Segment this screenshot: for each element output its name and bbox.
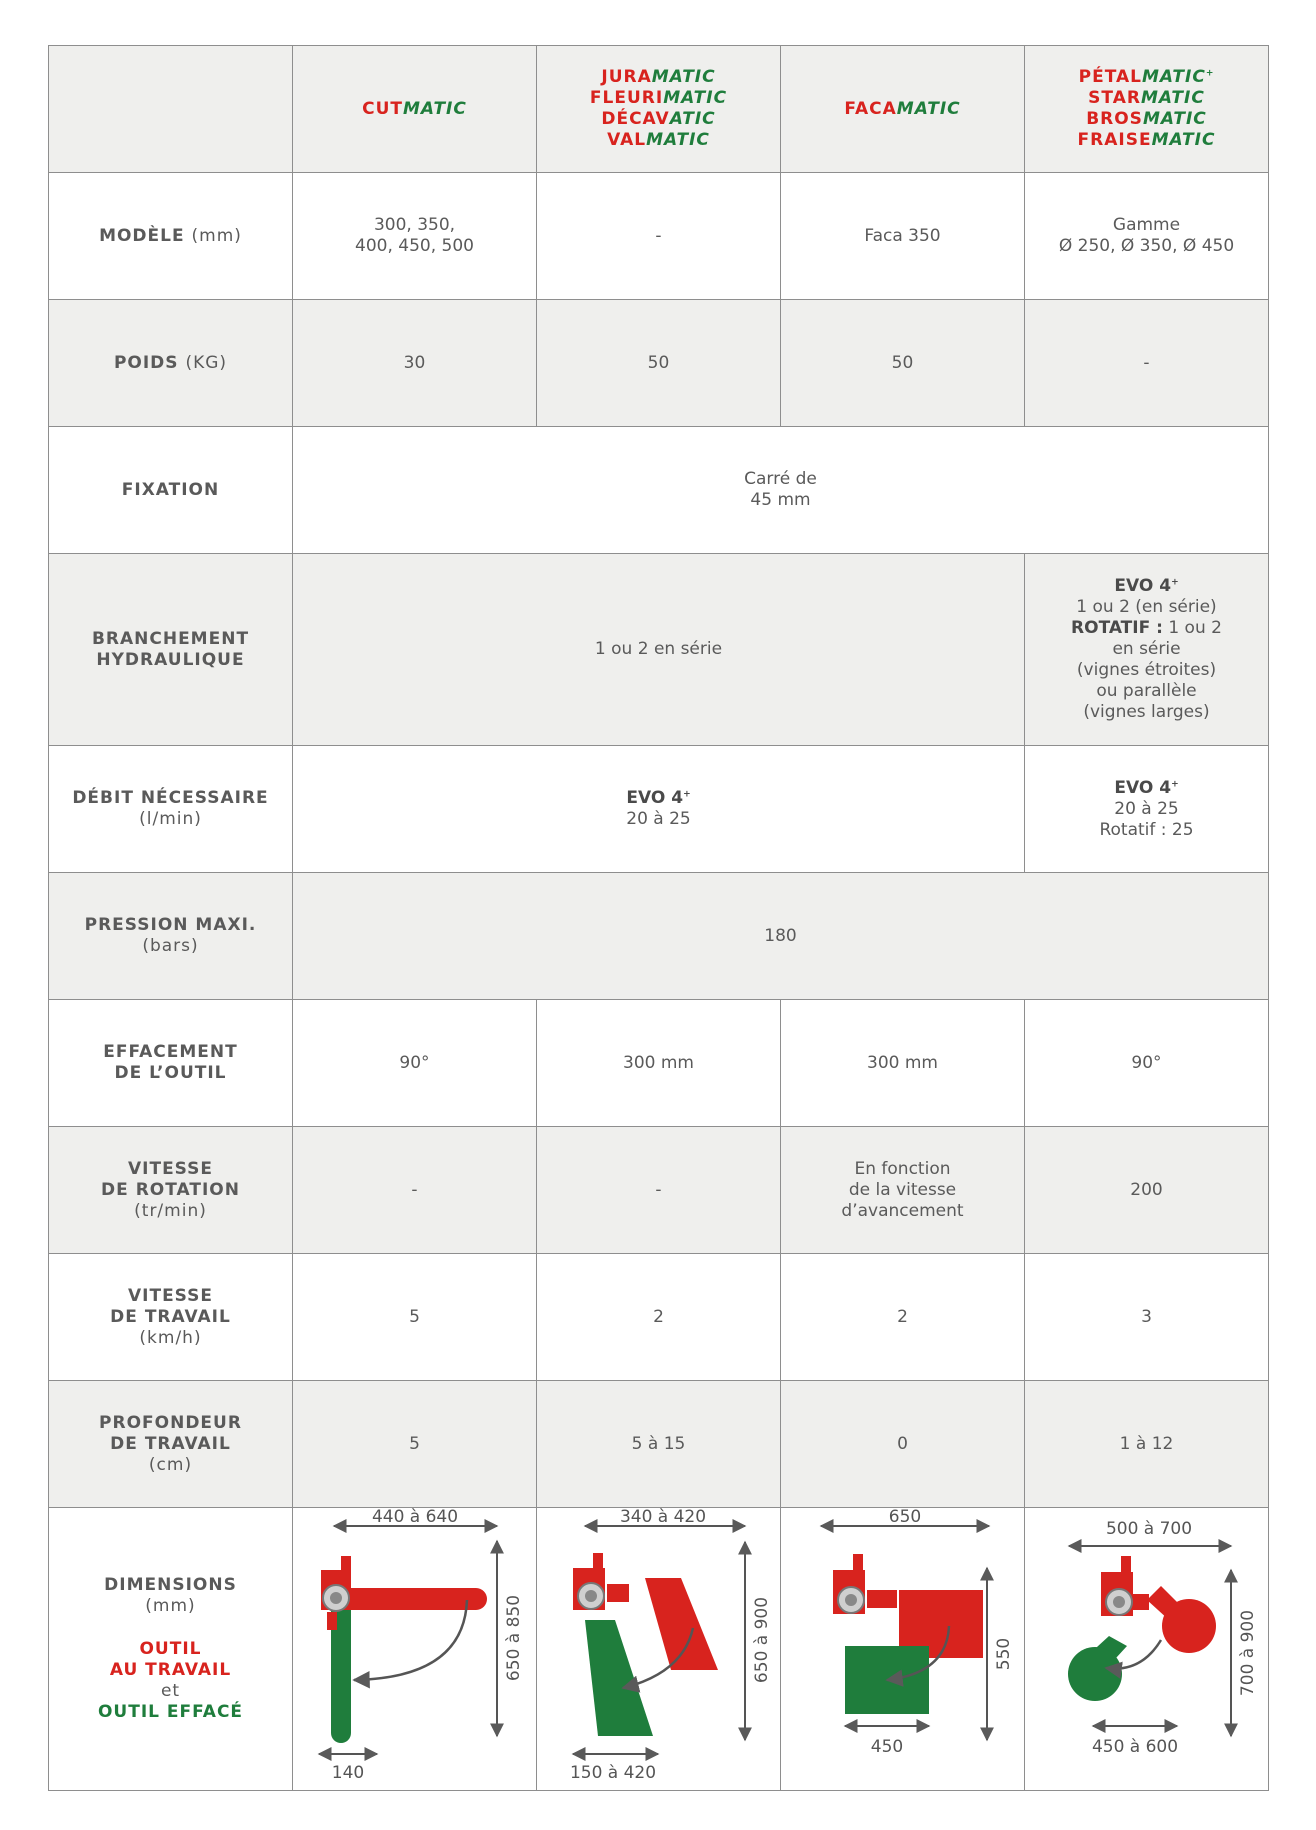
petalmatic-diagram xyxy=(1031,1508,1275,1790)
cell-fixation: Carré de 45 mm xyxy=(293,427,1269,554)
label-debit: DÉBIT NÉCESSAIRE (l/min) xyxy=(49,746,293,873)
machine-head-icon xyxy=(1101,1556,1149,1616)
label-profondeur: PROFONDEUR DE TRAVAIL (cm) xyxy=(49,1381,293,1508)
header-facamatic: FACAMATIC xyxy=(781,46,1025,173)
rotation-arrow xyxy=(354,1600,467,1680)
d4-bottom-label: 450 à 600 xyxy=(1091,1737,1179,1757)
row-effacement xyxy=(49,1000,1269,1127)
cell-modele-2: - xyxy=(537,173,781,300)
cell-profondeur-3: 0 xyxy=(781,1381,1025,1508)
cell-modele-4: Gamme Ø 250, Ø 350, Ø 450 xyxy=(1025,173,1269,300)
label-pression: PRESSION MAXI. (bars) xyxy=(49,873,293,1000)
header-juramatic-group: JURAMATIC FLEURIMATIC DÉCAVATIC VALMATIC xyxy=(537,46,781,173)
working-tool-shape xyxy=(337,1588,487,1610)
dimension-diagram-cutmatic xyxy=(293,1508,537,1791)
row-dimensions xyxy=(49,1508,1269,1791)
facamatic-diagram xyxy=(787,1508,1031,1790)
label-fixation: FIXATION xyxy=(49,427,293,554)
label-vitesse-travail: VITESSE DE TRAVAIL (km/h) xyxy=(49,1254,293,1381)
cell-vitesse-travail-3: 2 xyxy=(781,1254,1025,1381)
cell-effacement-1: 90° xyxy=(293,1000,537,1127)
row-vitesse-rotation xyxy=(49,1127,1269,1254)
cell-poids-4: - xyxy=(1025,300,1269,427)
effaced-tool-shape xyxy=(1068,1647,1122,1701)
cell-poids-3: 50 xyxy=(781,300,1025,427)
label-branchement: BRANCHEMENT HYDRAULIQUE xyxy=(49,554,293,746)
header-petalmatic-group: PÉTALMATIC+ STARMATIC BROSMATIC FRAISEMATIC xyxy=(1025,46,1269,173)
cell-vitesse-travail-1: 5 xyxy=(293,1254,537,1381)
cell-pression: 180 xyxy=(293,873,1269,1000)
d2-top-label: 340 à 420 xyxy=(619,1508,707,1527)
row-modele xyxy=(49,173,1269,300)
cell-vitesse-rotation-3: En fonction de la vitesse d’avancement xyxy=(781,1127,1025,1254)
cell-profondeur-1: 5 xyxy=(293,1381,537,1508)
dimension-diagram-facamatic xyxy=(781,1508,1025,1791)
d3-bottom-label: 450 xyxy=(870,1737,904,1757)
cell-debit-main: EVO 4+ 20 à 25 xyxy=(293,746,1025,873)
cell-poids-2: 50 xyxy=(537,300,781,427)
row-branchement xyxy=(49,554,1269,746)
row-vitesse-travail xyxy=(49,1254,1269,1381)
cell-branchement-main: 1 ou 2 en série xyxy=(293,554,1025,746)
header-row xyxy=(49,46,1269,173)
cell-vitesse-travail-4: 3 xyxy=(1025,1254,1269,1381)
label-vitesse-rotation: VITESSE DE ROTATION (tr/min) xyxy=(49,1127,293,1254)
cell-vitesse-rotation-2: - xyxy=(537,1127,781,1254)
label-modele: MODÈLE (mm) xyxy=(49,173,293,300)
effaced-tool-shape xyxy=(585,1620,653,1736)
d1-side-label: 650 à 850 xyxy=(504,1594,524,1682)
cell-vitesse-rotation-1: - xyxy=(293,1127,537,1254)
d1-top-label: 440 à 640 xyxy=(371,1508,459,1527)
d3-top-label: 650 xyxy=(888,1508,922,1527)
d3-side-label: 550 xyxy=(994,1637,1014,1671)
working-tool-shape xyxy=(645,1578,718,1670)
d2-bottom-label: 150 à 420 xyxy=(569,1763,657,1783)
d4-top-label: 500 à 700 xyxy=(1105,1519,1193,1539)
label-poids: POIDS (KG) xyxy=(49,300,293,427)
row-debit xyxy=(49,746,1269,873)
machine-head-icon xyxy=(833,1554,897,1614)
cell-profondeur-2: 5 à 15 xyxy=(537,1381,781,1508)
cell-debit-right: EVO 4+ 20 à 25 Rotatif : 25 xyxy=(1025,746,1269,873)
juramatic-diagram xyxy=(543,1508,787,1790)
row-poids xyxy=(49,300,1269,427)
cell-modele-1: 300, 350, 400, 450, 500 xyxy=(293,173,537,300)
row-fixation xyxy=(49,427,1269,554)
dimension-diagram-juramatic xyxy=(537,1508,781,1791)
working-tool-shape xyxy=(1162,1599,1216,1653)
cell-effacement-2: 300 mm xyxy=(537,1000,781,1127)
label-effacement: EFFACEMENT DE L’OUTIL xyxy=(49,1000,293,1127)
cell-vitesse-rotation-4: 200 xyxy=(1025,1127,1269,1254)
row-profondeur xyxy=(49,1381,1269,1508)
row-pression xyxy=(49,873,1269,1000)
cell-poids-1: 30 xyxy=(293,300,537,427)
cutmatic-diagram xyxy=(299,1508,543,1790)
d1-bottom-label: 140 xyxy=(331,1763,365,1783)
cell-branchement-right: EVO 4+ 1 ou 2 (en série) ROTATIF : 1 ou 2 en série (vignes étroites) ou parallèle (vignes larges) xyxy=(1025,554,1269,746)
cell-profondeur-4: 1 à 12 xyxy=(1025,1381,1269,1508)
cell-modele-3: Faca 350 xyxy=(781,173,1025,300)
cell-effacement-4: 90° xyxy=(1025,1000,1269,1127)
d2-side-label: 650 à 900 xyxy=(752,1596,772,1684)
label-dimensions: DIMENSIONS (mm) OUTIL AU TRAVAIL et OUTIL EFFACÉ xyxy=(49,1508,293,1791)
d4-side-label: 700 à 900 xyxy=(1238,1609,1258,1697)
dimension-diagram-petalmatic xyxy=(1025,1508,1269,1791)
header-cutmatic: CUTMATIC xyxy=(293,46,537,173)
machine-head-icon xyxy=(573,1553,629,1610)
cell-effacement-3: 300 mm xyxy=(781,1000,1025,1127)
specs-table xyxy=(48,45,1269,1791)
cell-vitesse-travail-2: 2 xyxy=(537,1254,781,1381)
header-empty-cell xyxy=(49,46,293,173)
